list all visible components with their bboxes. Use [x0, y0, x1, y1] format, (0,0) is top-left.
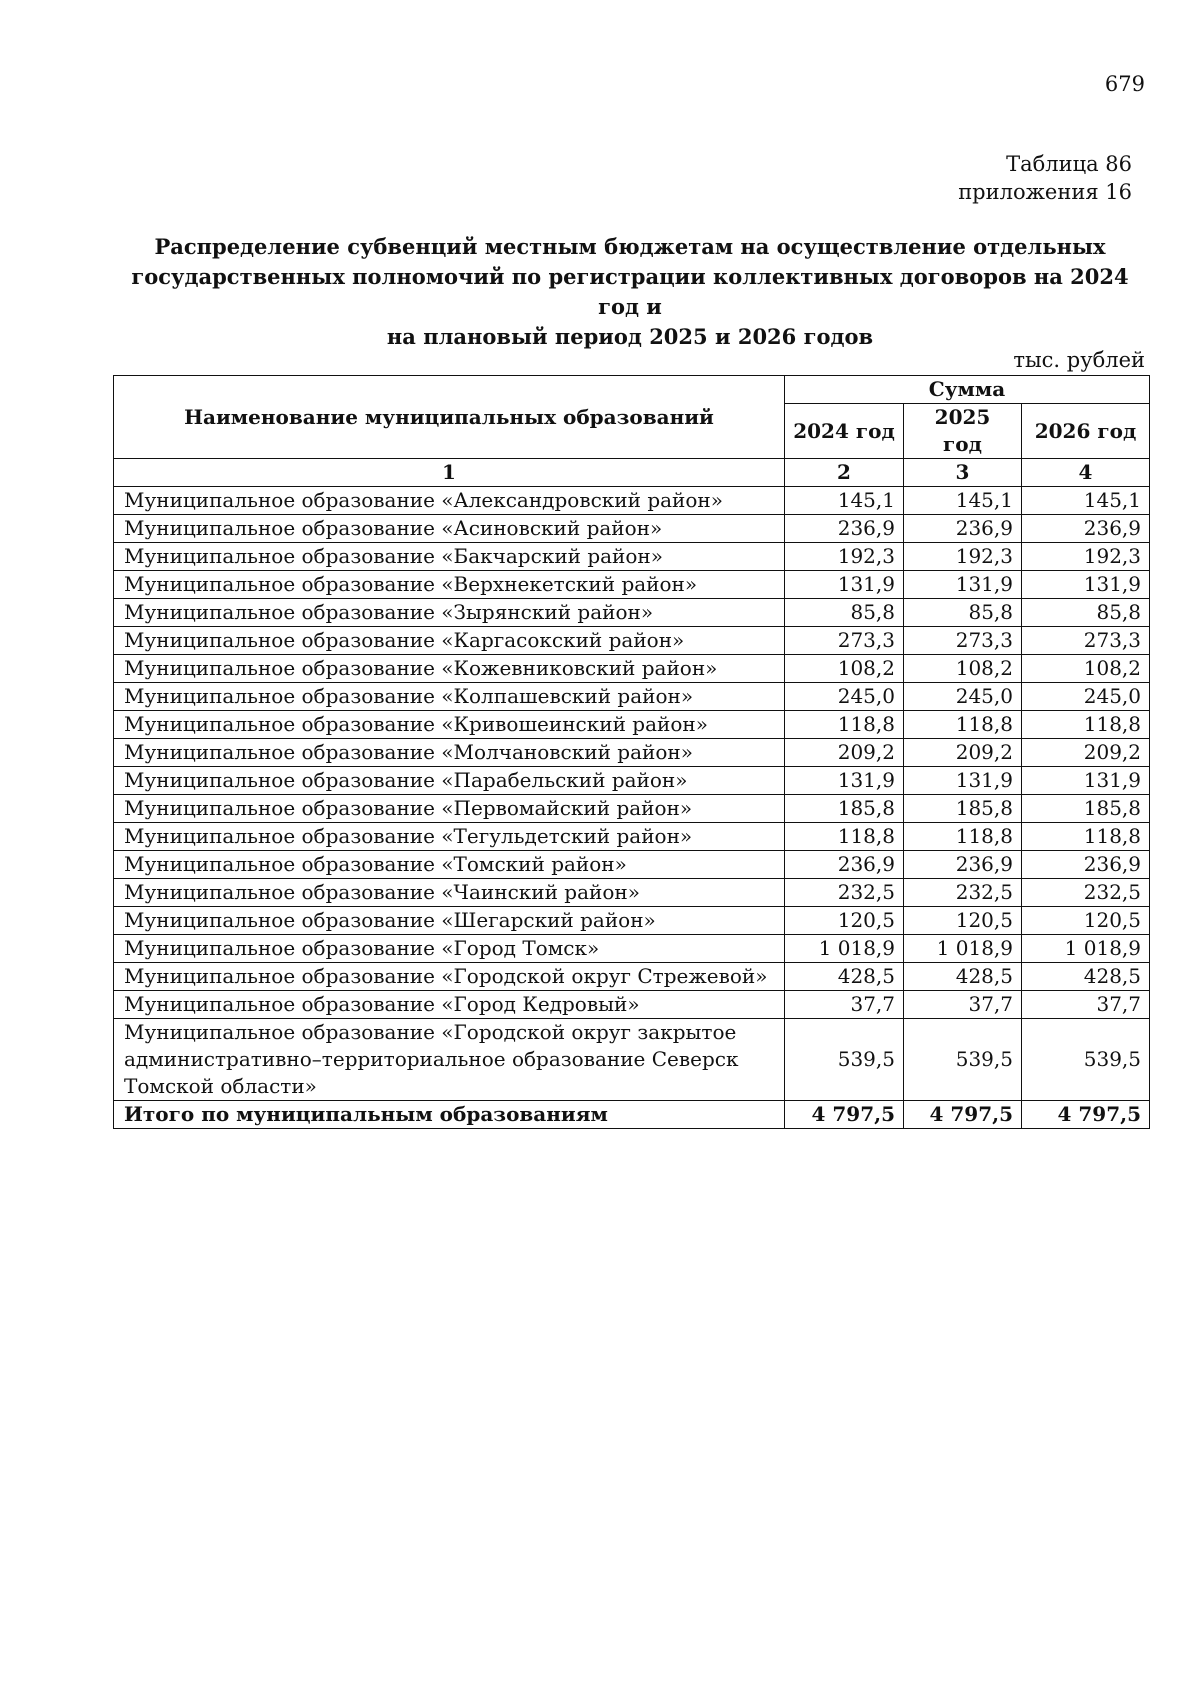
municipality-name-cell: Муниципальное образование «Городской округ Стрежевой»: [114, 963, 785, 991]
table-reference: [958, 150, 1132, 206]
value-2025-cell: 539,5: [904, 1019, 1022, 1101]
units-label: тыс. рублей: [1013, 348, 1145, 372]
value-2025-cell: 209,2: [904, 739, 1022, 767]
table-body: [114, 487, 1150, 1129]
value-2024-cell: 85,8: [785, 599, 904, 627]
table-reference-line-1: Таблица 86: [1006, 152, 1132, 176]
value-2026-cell: 428,5: [1022, 963, 1150, 991]
value-2024-cell: 108,2: [785, 655, 904, 683]
document-title-line-2: государственных полномочий по регистрации коллективных договоров на 2024 год и: [131, 264, 1129, 319]
table-row: [114, 851, 1150, 879]
header-year-2025: 2025 год: [904, 404, 1022, 459]
table-row: [114, 487, 1150, 515]
value-2025-cell: 37,7: [904, 991, 1022, 1019]
total-2026-cell: 4 797,5: [1022, 1101, 1150, 1129]
value-2025-cell: 131,9: [904, 571, 1022, 599]
table-row: [114, 879, 1150, 907]
value-2024-cell: 539,5: [785, 1019, 904, 1101]
value-2025-cell: 108,2: [904, 655, 1022, 683]
value-2025-cell: 236,9: [904, 851, 1022, 879]
column-number-row: [114, 459, 1150, 487]
value-2025-cell: 120,5: [904, 907, 1022, 935]
table-row: [114, 991, 1150, 1019]
header-municipality-name: Наименование муниципальных образований: [114, 376, 785, 459]
value-2026-cell: 236,9: [1022, 851, 1150, 879]
column-number-2: 2: [785, 459, 904, 487]
column-number-3: 3: [904, 459, 1022, 487]
value-2024-cell: 236,9: [785, 851, 904, 879]
value-2025-cell: 428,5: [904, 963, 1022, 991]
value-2026-cell: 539,5: [1022, 1019, 1150, 1101]
municipality-name-cell: Муниципальное образование «Верхнекетский район»: [114, 571, 785, 599]
municipality-name-cell: Муниципальное образование «Каргасокский район»: [114, 627, 785, 655]
table-row: [114, 655, 1150, 683]
value-2024-cell: 428,5: [785, 963, 904, 991]
total-row: [114, 1101, 1150, 1129]
value-2025-cell: 245,0: [904, 683, 1022, 711]
table-row: [114, 739, 1150, 767]
value-2025-cell: 236,9: [904, 515, 1022, 543]
value-2024-cell: 209,2: [785, 739, 904, 767]
header-year-2026: 2026 год: [1022, 404, 1150, 459]
value-2025-cell: 192,3: [904, 543, 1022, 571]
table-row: [114, 627, 1150, 655]
value-2024-cell: 37,7: [785, 991, 904, 1019]
table-row: [114, 543, 1150, 571]
table-row: [114, 1019, 1150, 1101]
municipality-name-cell: Муниципальное образование «Томский район»: [114, 851, 785, 879]
municipality-name-cell: Муниципальное образование «Кожевниковский район»: [114, 655, 785, 683]
value-2024-cell: 273,3: [785, 627, 904, 655]
value-2024-cell: 185,8: [785, 795, 904, 823]
value-2026-cell: 108,2: [1022, 655, 1150, 683]
value-2026-cell: 145,1: [1022, 487, 1150, 515]
municipality-name-cell: Муниципальное образование «Асиновский район»: [114, 515, 785, 543]
value-2025-cell: 85,8: [904, 599, 1022, 627]
municipality-name-cell: Муниципальное образование «Чаинский район»: [114, 879, 785, 907]
value-2024-cell: 120,5: [785, 907, 904, 935]
table-row: [114, 907, 1150, 935]
municipality-name-cell: Муниципальное образование «Парабельский район»: [114, 767, 785, 795]
value-2024-cell: 145,1: [785, 487, 904, 515]
value-2024-cell: 131,9: [785, 767, 904, 795]
value-2026-cell: 131,9: [1022, 767, 1150, 795]
total-2025-cell: 4 797,5: [904, 1101, 1022, 1129]
value-2026-cell: 185,8: [1022, 795, 1150, 823]
table-reference-line-2: приложения 16: [958, 180, 1132, 204]
subvention-table: [113, 375, 1150, 1129]
column-number-1: 1: [114, 459, 785, 487]
table-row: [114, 935, 1150, 963]
value-2025-cell: 118,8: [904, 711, 1022, 739]
table-row: [114, 599, 1150, 627]
municipality-name-cell: Муниципальное образование «Александровский район»: [114, 487, 785, 515]
table-row: [114, 795, 1150, 823]
value-2026-cell: 1 018,9: [1022, 935, 1150, 963]
value-2025-cell: 232,5: [904, 879, 1022, 907]
value-2025-cell: 185,8: [904, 795, 1022, 823]
table-header-row: [114, 376, 1150, 404]
value-2025-cell: 1 018,9: [904, 935, 1022, 963]
municipality-name-cell: Муниципальное образование «Кривошеинский район»: [114, 711, 785, 739]
table-row: [114, 571, 1150, 599]
value-2026-cell: 37,7: [1022, 991, 1150, 1019]
table-row: [114, 823, 1150, 851]
municipality-name-cell: Муниципальное образование «Бакчарский район»: [114, 543, 785, 571]
value-2024-cell: 131,9: [785, 571, 904, 599]
municipality-name-cell: Муниципальное образование «Город Кедровый»: [114, 991, 785, 1019]
value-2024-cell: 232,5: [785, 879, 904, 907]
value-2026-cell: 85,8: [1022, 599, 1150, 627]
municipality-name-cell: Муниципальное образование «Шегарский район»: [114, 907, 785, 935]
value-2026-cell: 131,9: [1022, 571, 1150, 599]
value-2024-cell: 1 018,9: [785, 935, 904, 963]
value-2025-cell: 273,3: [904, 627, 1022, 655]
header-year-2024: 2024 год: [785, 404, 904, 459]
table-row: [114, 515, 1150, 543]
value-2026-cell: 273,3: [1022, 627, 1150, 655]
value-2026-cell: 118,8: [1022, 711, 1150, 739]
total-2024-cell: 4 797,5: [785, 1101, 904, 1129]
total-label-cell: Итого по муниципальным образованиям: [114, 1101, 785, 1129]
value-2025-cell: 131,9: [904, 767, 1022, 795]
column-number-4: 4: [1022, 459, 1150, 487]
value-2024-cell: 245,0: [785, 683, 904, 711]
value-2024-cell: 118,8: [785, 711, 904, 739]
value-2026-cell: 232,5: [1022, 879, 1150, 907]
value-2024-cell: 118,8: [785, 823, 904, 851]
table-row: [114, 711, 1150, 739]
value-2026-cell: 236,9: [1022, 515, 1150, 543]
municipality-name-cell: Муниципальное образование «Город Томск»: [114, 935, 785, 963]
value-2026-cell: 245,0: [1022, 683, 1150, 711]
value-2024-cell: 192,3: [785, 543, 904, 571]
value-2026-cell: 192,3: [1022, 543, 1150, 571]
value-2026-cell: 209,2: [1022, 739, 1150, 767]
table-row: [114, 963, 1150, 991]
value-2024-cell: 236,9: [785, 515, 904, 543]
municipality-name-cell: Муниципальное образование «Первомайский район»: [114, 795, 785, 823]
municipality-name-cell: Муниципальное образование «Зырянский район»: [114, 599, 785, 627]
header-sum: Сумма: [785, 376, 1150, 404]
municipality-name-cell: Муниципальное образование «Городской округ закрытое административно–территориальное образование Северск Томской области»: [114, 1019, 785, 1101]
document-title-line-1: Распределение субвенций местным бюджетам на осуществление отдельных: [154, 234, 1106, 259]
page-number: 679: [1104, 72, 1145, 96]
value-2026-cell: 118,8: [1022, 823, 1150, 851]
table-row: [114, 767, 1150, 795]
municipality-name-cell: Муниципальное образование «Тегульдетский район»: [114, 823, 785, 851]
value-2025-cell: 118,8: [904, 823, 1022, 851]
municipality-name-cell: Муниципальное образование «Колпашевский район»: [114, 683, 785, 711]
value-2025-cell: 145,1: [904, 487, 1022, 515]
municipality-name-cell: Муниципальное образование «Молчановский район»: [114, 739, 785, 767]
table-row: [114, 683, 1150, 711]
value-2026-cell: 120,5: [1022, 907, 1150, 935]
document-title-line-3: на плановый период 2025 и 2026 годов: [386, 324, 874, 349]
document-title: [110, 232, 1150, 352]
